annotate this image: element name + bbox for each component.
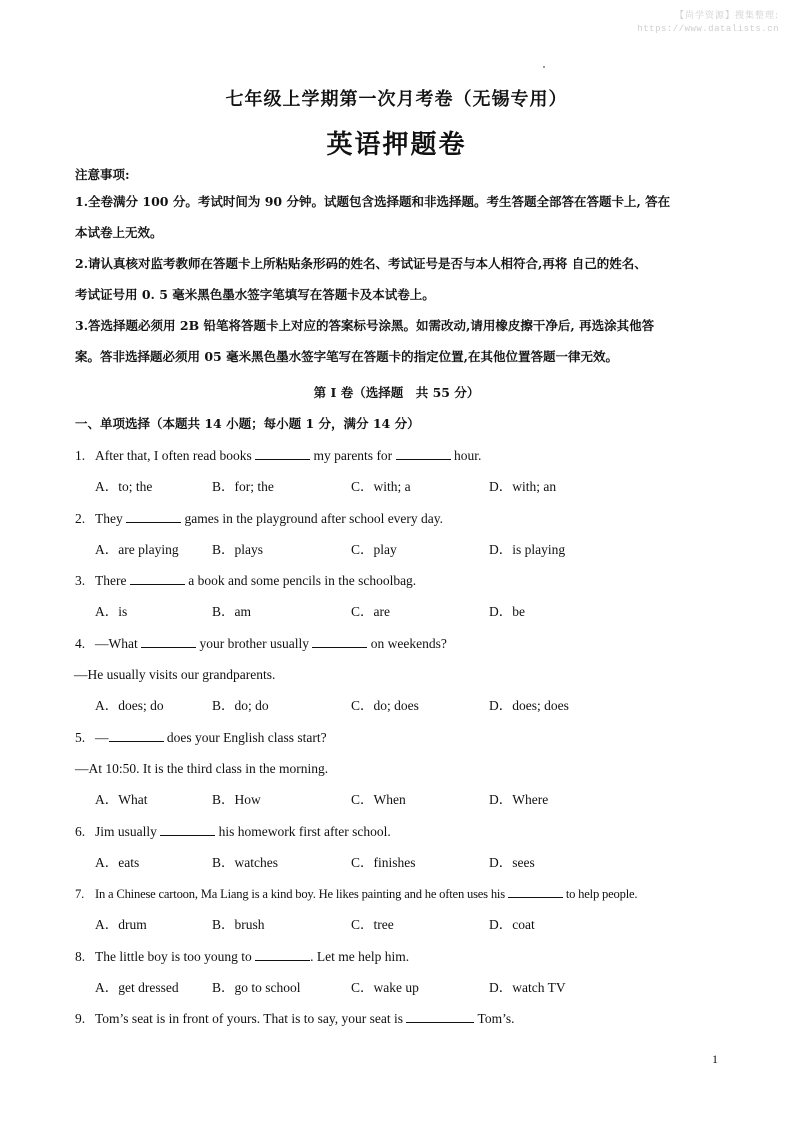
notes-line: 案。答非选择题必须用 05 毫米黑色墨水签字笔写在答题卡的指定位置,在其他位置答题一律无效。	[75, 349, 618, 364]
question-number: 3.	[75, 573, 86, 589]
option-d[interactable]: D．with; an	[489, 479, 557, 495]
watermark-url: https://www.datalists.cn	[637, 24, 779, 34]
option-a[interactable]: A．does; do	[95, 698, 164, 714]
question-text: Jim usually	[95, 823, 161, 839]
notes-line: 1.全卷满分 100 分。考试时间为 90 分钟。试题包含选择题和非选择题。考生答题全部答在答题卡上, 答在	[75, 194, 671, 209]
option-a[interactable]: A．What	[95, 792, 148, 808]
question-text: . Let me help him.	[310, 948, 410, 964]
question-6-options	[75, 852, 735, 883]
answer-blank[interactable]	[160, 823, 215, 836]
section-title: 一、单项选择（本题共 14 小题；每小题 1 分，满分 14 分）	[75, 416, 420, 431]
question-7-options	[75, 914, 735, 945]
option-c[interactable]: C．play	[351, 541, 397, 557]
question-9	[75, 1008, 735, 1039]
option-b[interactable]: B．How	[212, 792, 261, 808]
question-text: The little boy is too young to	[95, 948, 256, 964]
question-8	[75, 946, 735, 977]
answer-blank[interactable]	[406, 1010, 474, 1023]
question-text: There	[95, 573, 130, 589]
option-a[interactable]: A．eats	[95, 854, 140, 870]
page-number: 1	[712, 1052, 718, 1066]
notes-line: 考试证号用 0. 5 毫米黑色墨水签字笔填写在答题卡及本试卷上。	[75, 287, 435, 302]
option-d[interactable]: D．is playing	[489, 541, 566, 557]
question-text: —	[95, 729, 109, 745]
option-c[interactable]: C．with; a	[351, 479, 411, 495]
question-number: 2.	[75, 510, 86, 526]
question-number: 8.	[75, 948, 86, 964]
question-8-options	[75, 977, 735, 1008]
answer-blank[interactable]	[130, 572, 185, 585]
answer-blank[interactable]	[141, 635, 196, 648]
answer-blank[interactable]	[312, 635, 367, 648]
option-b[interactable]: B．do; do	[212, 698, 269, 714]
question-text: your brother usually	[196, 635, 313, 651]
question-number: 7.	[75, 887, 85, 902]
option-d[interactable]: D．does; does	[489, 698, 569, 714]
question-number: 1.	[75, 448, 86, 463]
question-text: a book and some pencils in the schoolbag.	[184, 573, 417, 589]
answer-blank[interactable]	[255, 948, 310, 961]
option-b[interactable]: B．brush	[212, 917, 265, 933]
question-text: Tom’s seat is in front of yours. That is to say, your seat is	[95, 1011, 407, 1027]
question-3-options	[75, 601, 735, 632]
option-b[interactable]: B．go to school	[212, 980, 301, 996]
question-text: games in the playground after school every day.	[181, 510, 444, 526]
answer-blank[interactable]	[126, 510, 181, 523]
question-number: 6.	[75, 823, 86, 839]
stray-dot	[543, 66, 545, 68]
question-text: —What	[95, 635, 142, 651]
option-a[interactable]: A．are playing	[95, 541, 179, 557]
answer-blank[interactable]	[255, 447, 310, 460]
notes-heading: 注意事项:	[75, 167, 130, 182]
option-d[interactable]: D．be	[489, 604, 525, 620]
question-text: After that, I often read books	[95, 448, 256, 463]
option-a[interactable]: A．drum	[95, 917, 147, 933]
exam-subtitle: 英语押题卷	[326, 130, 467, 160]
option-d[interactable]: D．coat	[489, 917, 535, 933]
question-3	[75, 570, 735, 601]
option-a[interactable]: A．get dressed	[95, 980, 179, 996]
watermark-source: 【尚学资源】搜集整理:	[674, 11, 779, 21]
option-d[interactable]: D．sees	[489, 854, 535, 870]
exam-notes	[75, 164, 725, 372]
question-text: my parents for	[310, 448, 396, 463]
option-c[interactable]: C．are	[351, 604, 390, 620]
option-b[interactable]: B．watches	[212, 854, 278, 870]
option-c[interactable]: C．When	[351, 792, 406, 808]
question-4-reply: —He usually visits our grandparents.	[74, 667, 276, 683]
question-5	[75, 727, 735, 758]
question-number: 5.	[75, 729, 86, 745]
exam-title: 七年级上学期第一次月考卷（无锡专用）	[225, 89, 568, 110]
question-text: In a Chinese cartoon, Ma Liang is a kind boy. He likes painting and he often uses his	[95, 887, 508, 902]
notes-line: 本试卷上无效。	[75, 225, 163, 240]
question-5-reply: —At 10:50. It is the third class in the morning.	[75, 760, 329, 776]
option-d[interactable]: D．watch TV	[489, 980, 566, 996]
question-text: his homework first after school.	[215, 823, 391, 839]
question-4-options	[75, 695, 735, 726]
question-text: hour.	[450, 448, 482, 463]
question-1-options	[75, 476, 735, 507]
option-b[interactable]: B．am	[212, 604, 251, 620]
watermark	[637, 10, 779, 36]
option-c[interactable]: C．finishes	[351, 854, 416, 870]
option-a[interactable]: A．to; the	[95, 479, 153, 495]
answer-blank[interactable]	[109, 729, 164, 742]
question-text: Tom’s.	[474, 1011, 515, 1027]
question-text: on weekends?	[367, 635, 447, 651]
question-7	[75, 883, 735, 914]
question-4	[75, 633, 735, 664]
part-title: 第 I 卷（选择题 共 55 分）	[313, 385, 480, 400]
option-c[interactable]: C．do; does	[351, 698, 419, 714]
question-2-options	[75, 539, 735, 570]
question-2	[75, 508, 735, 539]
notes-line: 2.请认真核对监考教师在答题卡上所粘贴条形码的姓名、考试证号是否与本人相符合,再将 自己的姓名、	[75, 256, 647, 271]
question-6	[75, 821, 735, 852]
question-1	[75, 445, 735, 476]
option-b[interactable]: B．for; the	[212, 479, 274, 495]
question-text: does your English class start?	[163, 729, 327, 745]
question-number: 4.	[75, 635, 86, 651]
answer-blank[interactable]	[508, 885, 563, 898]
question-list	[75, 445, 735, 1040]
question-number: 9.	[75, 1011, 86, 1027]
option-c[interactable]: C．tree	[351, 917, 394, 933]
notes-line: 3.答选择题必须用 2B 铅笔将答题卡上对应的答案标号涂黑。如需改动,请用橡皮擦干净后, 再选涂其他答	[75, 318, 655, 333]
question-text: They	[95, 510, 127, 526]
option-b[interactable]: B．plays	[212, 541, 264, 557]
option-a[interactable]: A．is	[95, 604, 128, 620]
answer-blank[interactable]	[396, 447, 451, 460]
option-c[interactable]: C．wake up	[351, 980, 419, 996]
option-d[interactable]: D．Where	[489, 792, 549, 808]
question-5-options	[75, 789, 735, 820]
question-text: to help people.	[562, 887, 638, 902]
